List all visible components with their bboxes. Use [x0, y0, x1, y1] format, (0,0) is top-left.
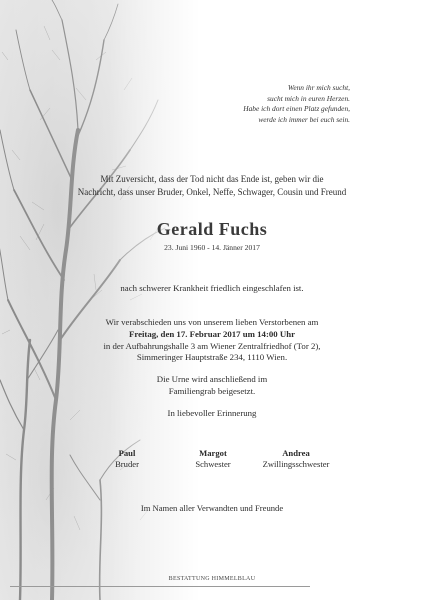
relative-relation: Bruder — [115, 459, 139, 469]
relative-name: Margot — [199, 448, 227, 458]
intro-line: Nachricht, dass unser Bruder, Onkel, Neffe, Schwager, Cousin und Freund — [77, 186, 347, 197]
footer-divider — [10, 586, 310, 587]
poem — [243, 83, 350, 125]
funeral-company: BESTATTUNG HIMMELBLAU — [168, 576, 256, 582]
intro-line: Mit Zuversicht, dass der Tod nicht das Ende ist, geben wir die — [100, 174, 324, 184]
funeral-datetime: Freitag, den 17. Februar 2017 um 14:00 Uhr — [128, 328, 296, 339]
farewell-text — [0, 317, 424, 364]
farewell-address: Simmeringer Hauptstraße 234, 1110 Wien. — [136, 352, 288, 363]
deceased-name: Gerald Fuchs — [156, 219, 268, 239]
relative-name: Andrea — [282, 448, 310, 458]
life-dates: 23. Juni 1960 - 14. Jänner 2017 — [164, 243, 260, 252]
poem-line: werde ich immer bei euch sein. — [258, 114, 350, 124]
urn-text — [0, 374, 424, 398]
farewell-line: Wir verabschieden uns von unserem lieben Verstorbenen am — [105, 317, 319, 327]
relative-name: Paul — [118, 448, 136, 458]
poem-line: sucht mich in euren Herzen. — [267, 93, 350, 103]
intro-text — [0, 173, 424, 198]
relative-entry — [115, 448, 139, 470]
relative-entry — [195, 448, 230, 470]
poem-line: Wenn ihr mich sucht, — [287, 83, 350, 92]
urn-line: Familiengrab beigesetzt. — [168, 385, 256, 396]
mourning-text: In liebevoller Erinnerung — [167, 408, 257, 418]
poem-line: Habe ich dort einen Platz gefunden, — [243, 104, 350, 114]
relative-relation: Schwester — [195, 459, 231, 469]
farewell-location: in der Aufbahrungshalle 3 am Wiener Zentralfriedhof (Tor 2), — [103, 340, 321, 351]
closing-text: Im Namen aller Verwandten und Freunde — [140, 503, 284, 513]
relative-relation: Zwillingsschwester — [262, 459, 330, 469]
illness-text: nach schwerer Krankheit friedlich eingeschlafen ist. — [120, 283, 304, 293]
urn-line: Die Urne wird anschließend im — [156, 374, 268, 384]
relative-entry — [263, 448, 330, 470]
